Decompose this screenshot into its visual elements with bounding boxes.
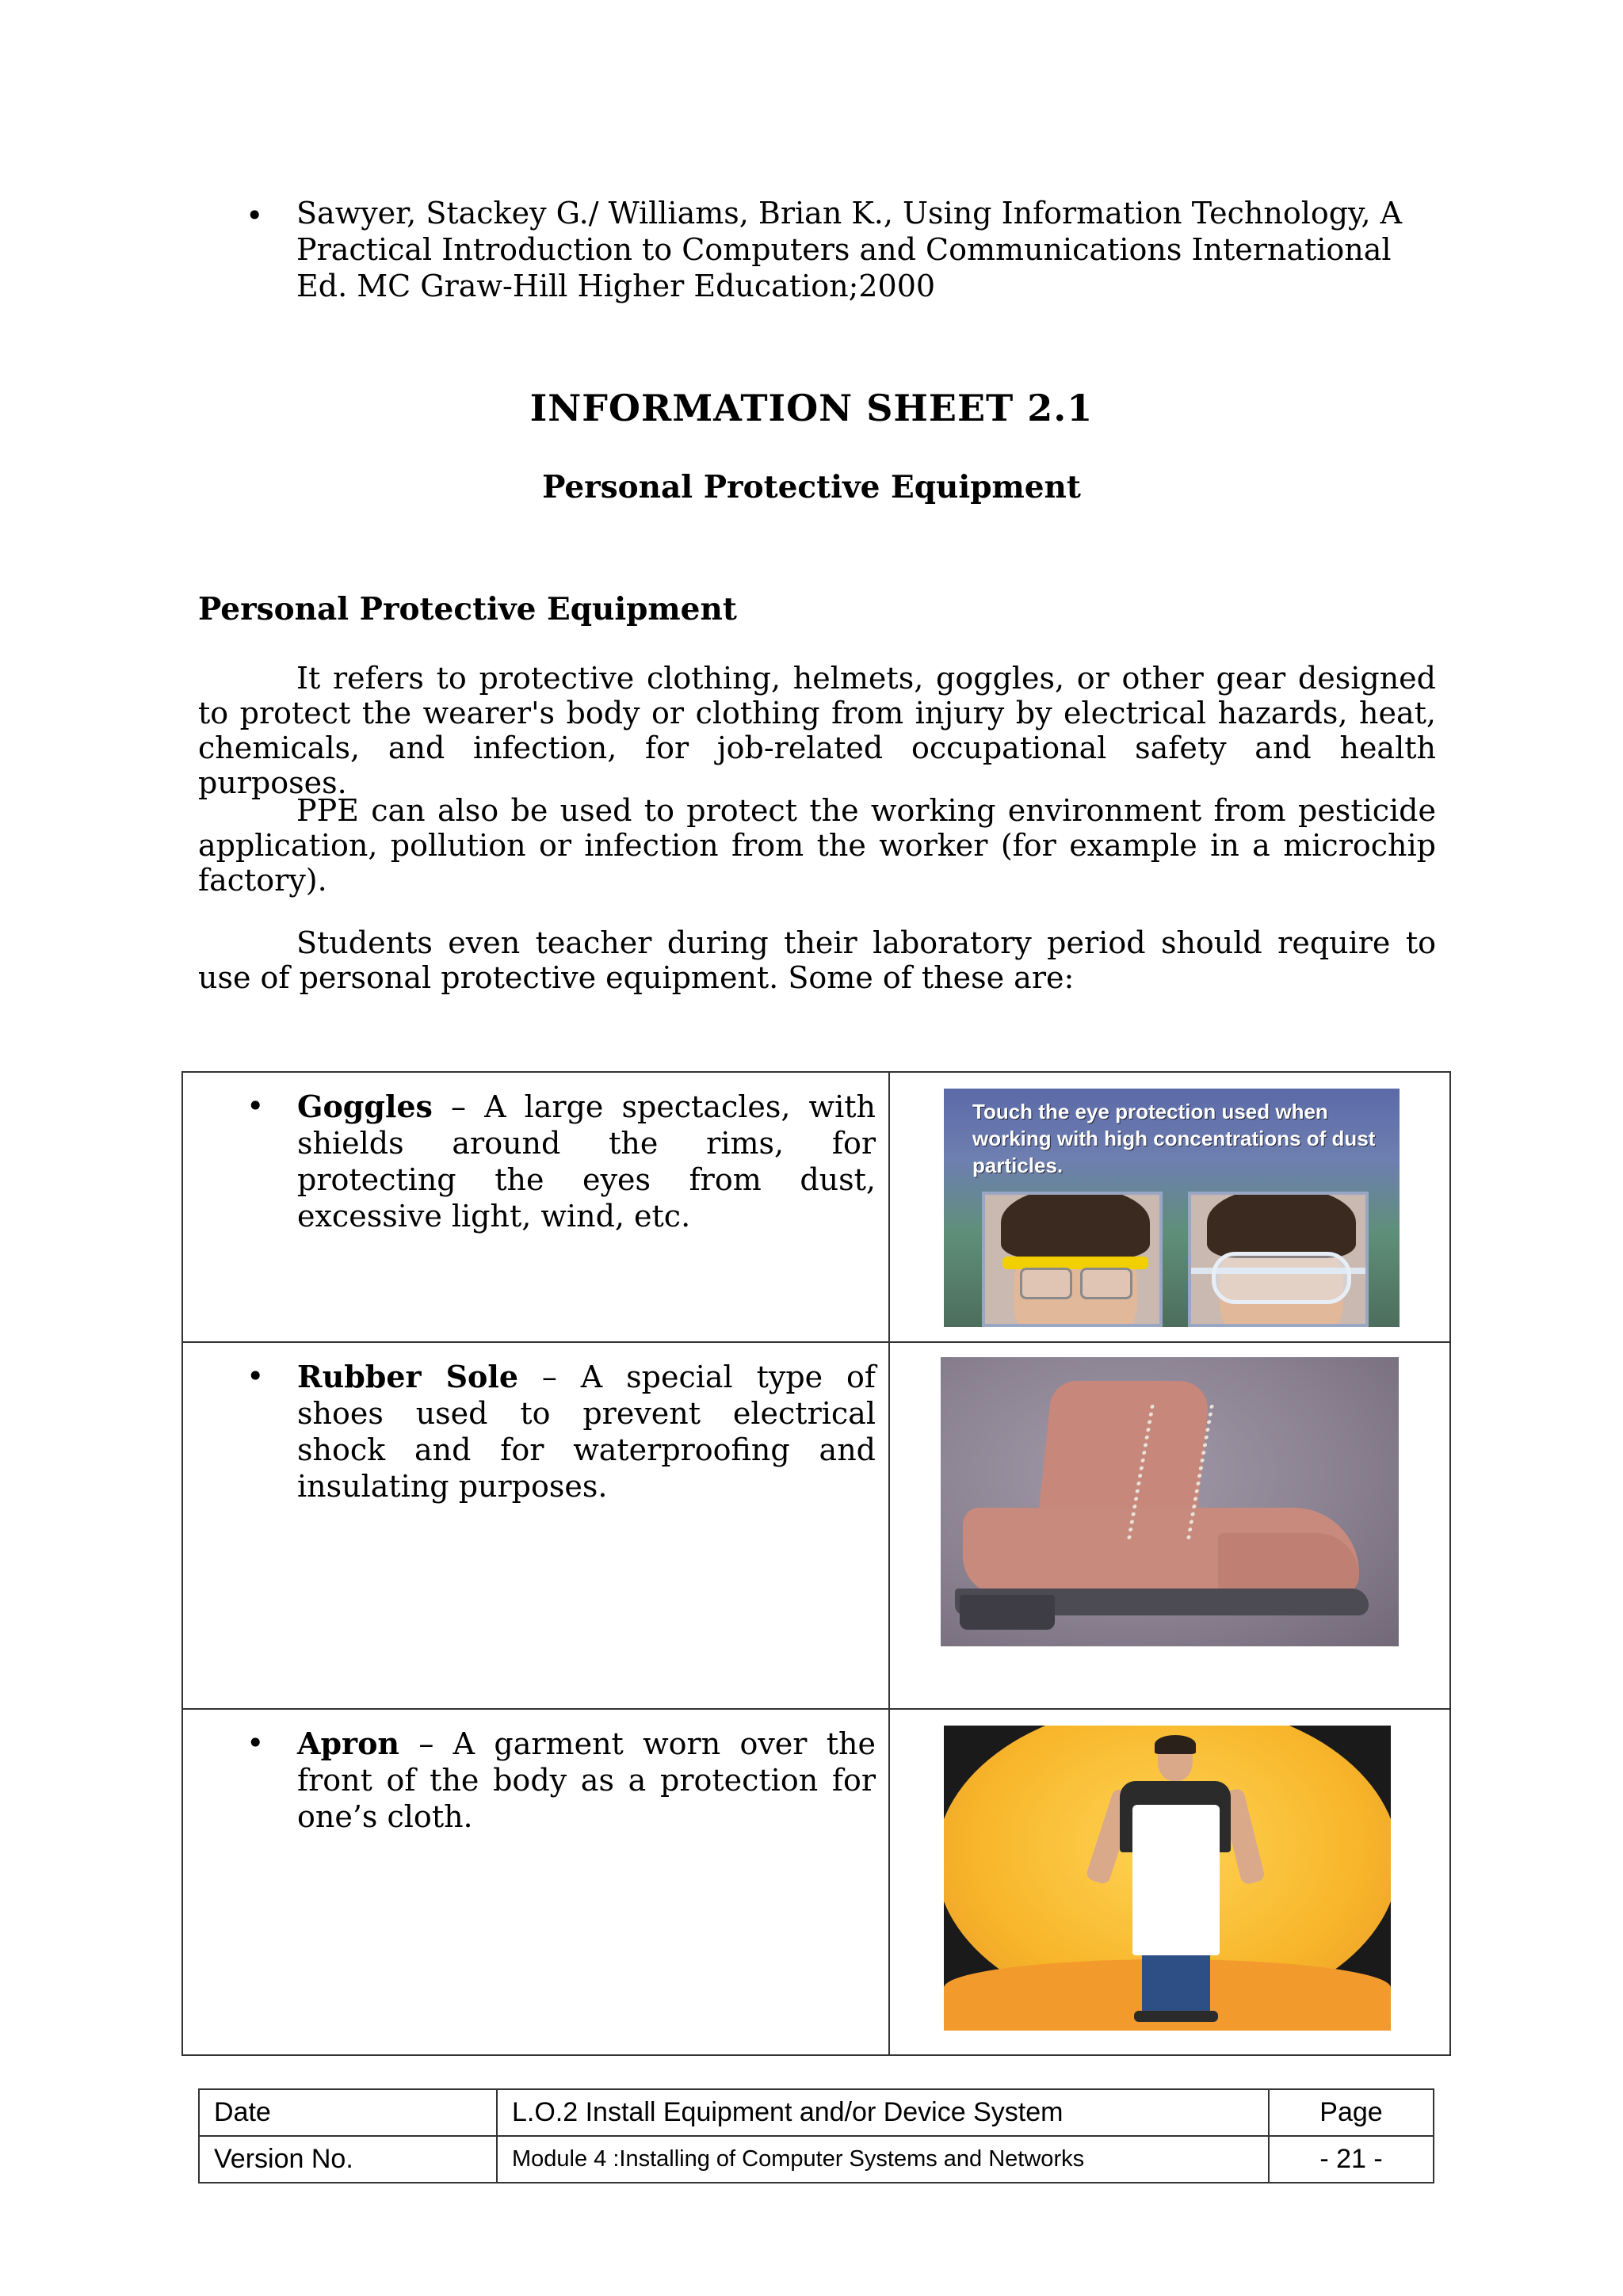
apron-image	[944, 1726, 1391, 2031]
section-heading: Personal Protective Equipment	[198, 591, 737, 627]
equipment-table	[181, 1071, 1451, 2056]
footer-page-number: - 21 -	[1269, 2136, 1434, 2183]
equipment-row-apron	[183, 1708, 1449, 2056]
paragraph-environment: PPE can also be used to protect the working environment from pesticide application, pollution or infection from the worker (for example in a microchip factory).	[198, 793, 1436, 898]
footer-page-label: Page	[1269, 2089, 1434, 2136]
sheet-title: INFORMATION SHEET 2.1	[529, 387, 1094, 429]
page-footer	[198, 2088, 1434, 2183]
rubber-sole-boot-image	[941, 1357, 1399, 1646]
goggles-text: A large spectacles, with shields around the rims, for protecting the eyes from dust, excessive light, wind, etc.	[297, 1089, 876, 1234]
footer-version-label: Version No.	[199, 2136, 497, 2183]
apron-text: A garment worn over the front of the body as a protection for one’s cloth.	[297, 1726, 876, 1834]
apron-description	[297, 1726, 876, 1835]
goggles-description	[297, 1089, 876, 1234]
rubber-sole-name: Rubber Sole	[297, 1359, 518, 1394]
item-bullet: •	[246, 1359, 265, 1394]
item-bullet: •	[246, 1726, 265, 1760]
footer-lo-title: L.O.2 Install Equipment and/or Device System	[497, 2089, 1269, 2136]
apron-name: Apron	[297, 1726, 400, 1761]
rubber-sole-description	[297, 1359, 876, 1505]
rubber-sole-text: A special type of shoes used to prevent electrical shock and for waterproofing and insulating purposes.	[297, 1360, 876, 1504]
column-divider	[888, 1710, 890, 2056]
column-divider	[888, 1073, 890, 1341]
footer-date-label: Date	[199, 2089, 497, 2136]
safety-glasses-face	[982, 1192, 1163, 1327]
column-divider	[888, 1343, 890, 1708]
paragraph-students: Students even teacher during their laboratory period should require to use of personal protective equipment. Some of these are:	[198, 925, 1436, 995]
goggles-image-caption: Touch the eye protection used when working with high concentrations of dust particles.	[972, 1100, 1376, 1177]
footer-module-title: Module 4 :Installing of Computer Systems and Networks	[497, 2136, 1269, 2183]
reference-entry: Sawyer, Stackey G./ Williams, Brian K., Using Information Technology, A Practical Introduction to Computers and Communications International Ed. MC Graw-Hill Higher Education;2000	[296, 196, 1403, 303]
equipment-row-rubber-sole	[183, 1341, 1449, 1708]
item-bullet: •	[246, 1089, 265, 1123]
goggles-separator: –	[432, 1089, 485, 1124]
goggles-name: Goggles	[297, 1089, 433, 1124]
reference-bullet: •	[246, 198, 264, 233]
sheet-subtitle: Personal Protective Equipment	[542, 469, 1081, 505]
paragraph-definition: It refers to protective clothing, helmets, goggles, or other gear designed to protect the wearer's body or clothing from injury by electrical hazards, heat, chemicals, and infection, for job-related occupational safety and health purposes.	[198, 661, 1436, 800]
rubber-sole-separator: –	[518, 1360, 581, 1394]
goggles-face	[1188, 1192, 1369, 1327]
apron-separator: –	[399, 1726, 453, 1761]
equipment-row-goggles	[183, 1073, 1449, 1341]
goggles-image	[944, 1089, 1400, 1327]
